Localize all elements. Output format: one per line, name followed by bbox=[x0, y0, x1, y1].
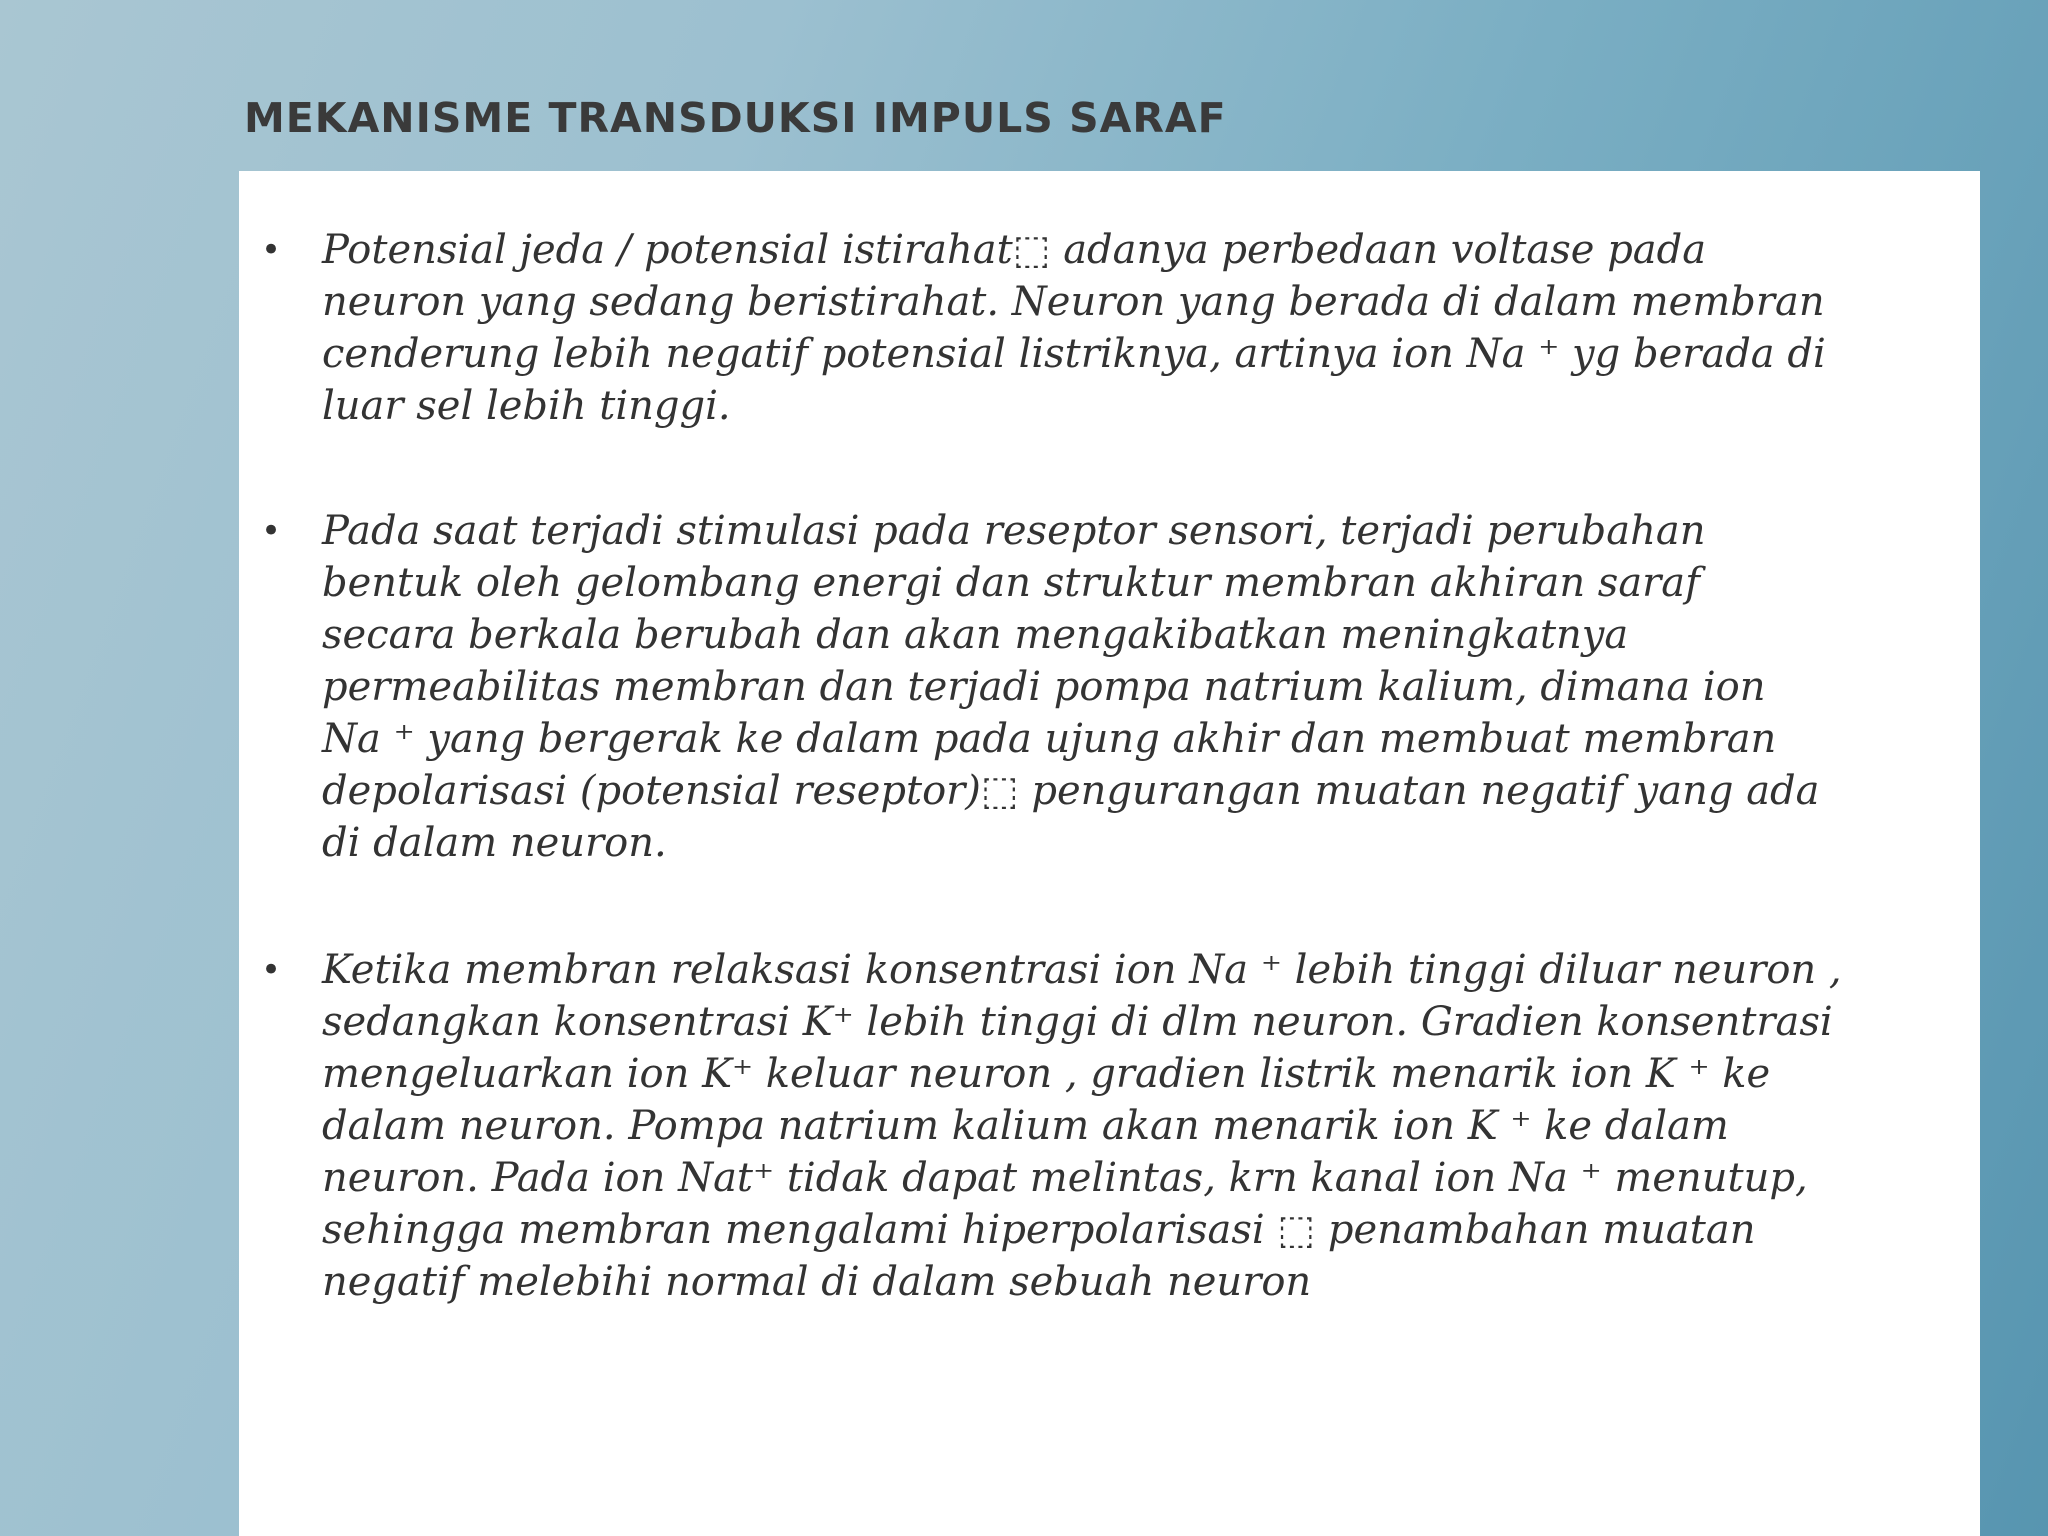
bullet-line: dalam neuron. Pompa natrium kalium akan menarik ion K ⁺ ke dalam bbox=[322, 1103, 1729, 1149]
slide-title: MEKANISME TRANSDUKSI IMPULS SARAF bbox=[244, 94, 1227, 142]
bullet-line: sedangkan konsentrasi K⁺ lebih tinggi di dlm neuron. Gradien konsentrasi bbox=[322, 999, 1833, 1045]
bullet-line: Ketika membran relaksasi konsentrasi ion Na ⁺ lebih tinggi diluar neuron , bbox=[322, 947, 1842, 993]
bullet-line: cenderung lebih negatif potensial listriknya, artinya ion Na ⁺ yg berada di bbox=[322, 331, 1826, 377]
bullet-line: Potensial jeda / potensial istirahat⬚ adanya perbedaan voltase pada bbox=[322, 227, 1707, 273]
bullet-line: Pada saat terjadi stimulasi pada reseptor sensori, terjadi perubahan bbox=[322, 508, 1706, 554]
bullet-item-resting-potential bbox=[261, 224, 1962, 432]
bullet-icon: • bbox=[261, 230, 282, 270]
content-panel bbox=[239, 171, 1980, 1536]
bullet-line: sehingga membran mengalami hiperpolarisasi ⬚ penambahan muatan bbox=[322, 1207, 1756, 1253]
bullet-item-depolarization bbox=[261, 505, 1962, 869]
bullet-line: luar sel lebih tinggi. bbox=[322, 383, 731, 429]
bullet-line: depolarisasi (potensial reseptor)⬚ pengurangan muatan negatif yang ada bbox=[322, 768, 1820, 814]
bullet-line: permeabilitas membran dan terjadi pompa natrium kalium, dimana ion bbox=[322, 664, 1766, 710]
bullet-line: bentuk oleh gelombang energi dan struktur membran akhiran saraf bbox=[322, 560, 1700, 606]
bullet-icon: • bbox=[261, 950, 282, 990]
bullet-line: negatif melebihi normal di dalam sebuah neuron bbox=[322, 1259, 1312, 1305]
bullet-line: secara berkala berubah dan akan mengakibatkan meningkatnya bbox=[322, 612, 1629, 658]
bullet-line: di dalam neuron. bbox=[322, 820, 667, 866]
bullet-line: Na ⁺ yang bergerak ke dalam pada ujung akhir dan membuat membran bbox=[322, 716, 1777, 762]
bullet-line: neuron. Pada ion Nat⁺ tidak dapat melintas, krn kanal ion Na ⁺ menutup, bbox=[322, 1155, 1808, 1201]
bullet-item-hyperpolarization bbox=[261, 944, 1962, 1308]
bullet-line: mengeluarkan ion K⁺ keluar neuron , gradien listrik menarik ion K ⁺ ke bbox=[322, 1051, 1771, 1097]
bullet-icon: • bbox=[261, 511, 282, 551]
bullet-line: neuron yang sedang beristirahat. Neuron yang berada di dalam membran bbox=[322, 279, 1825, 325]
